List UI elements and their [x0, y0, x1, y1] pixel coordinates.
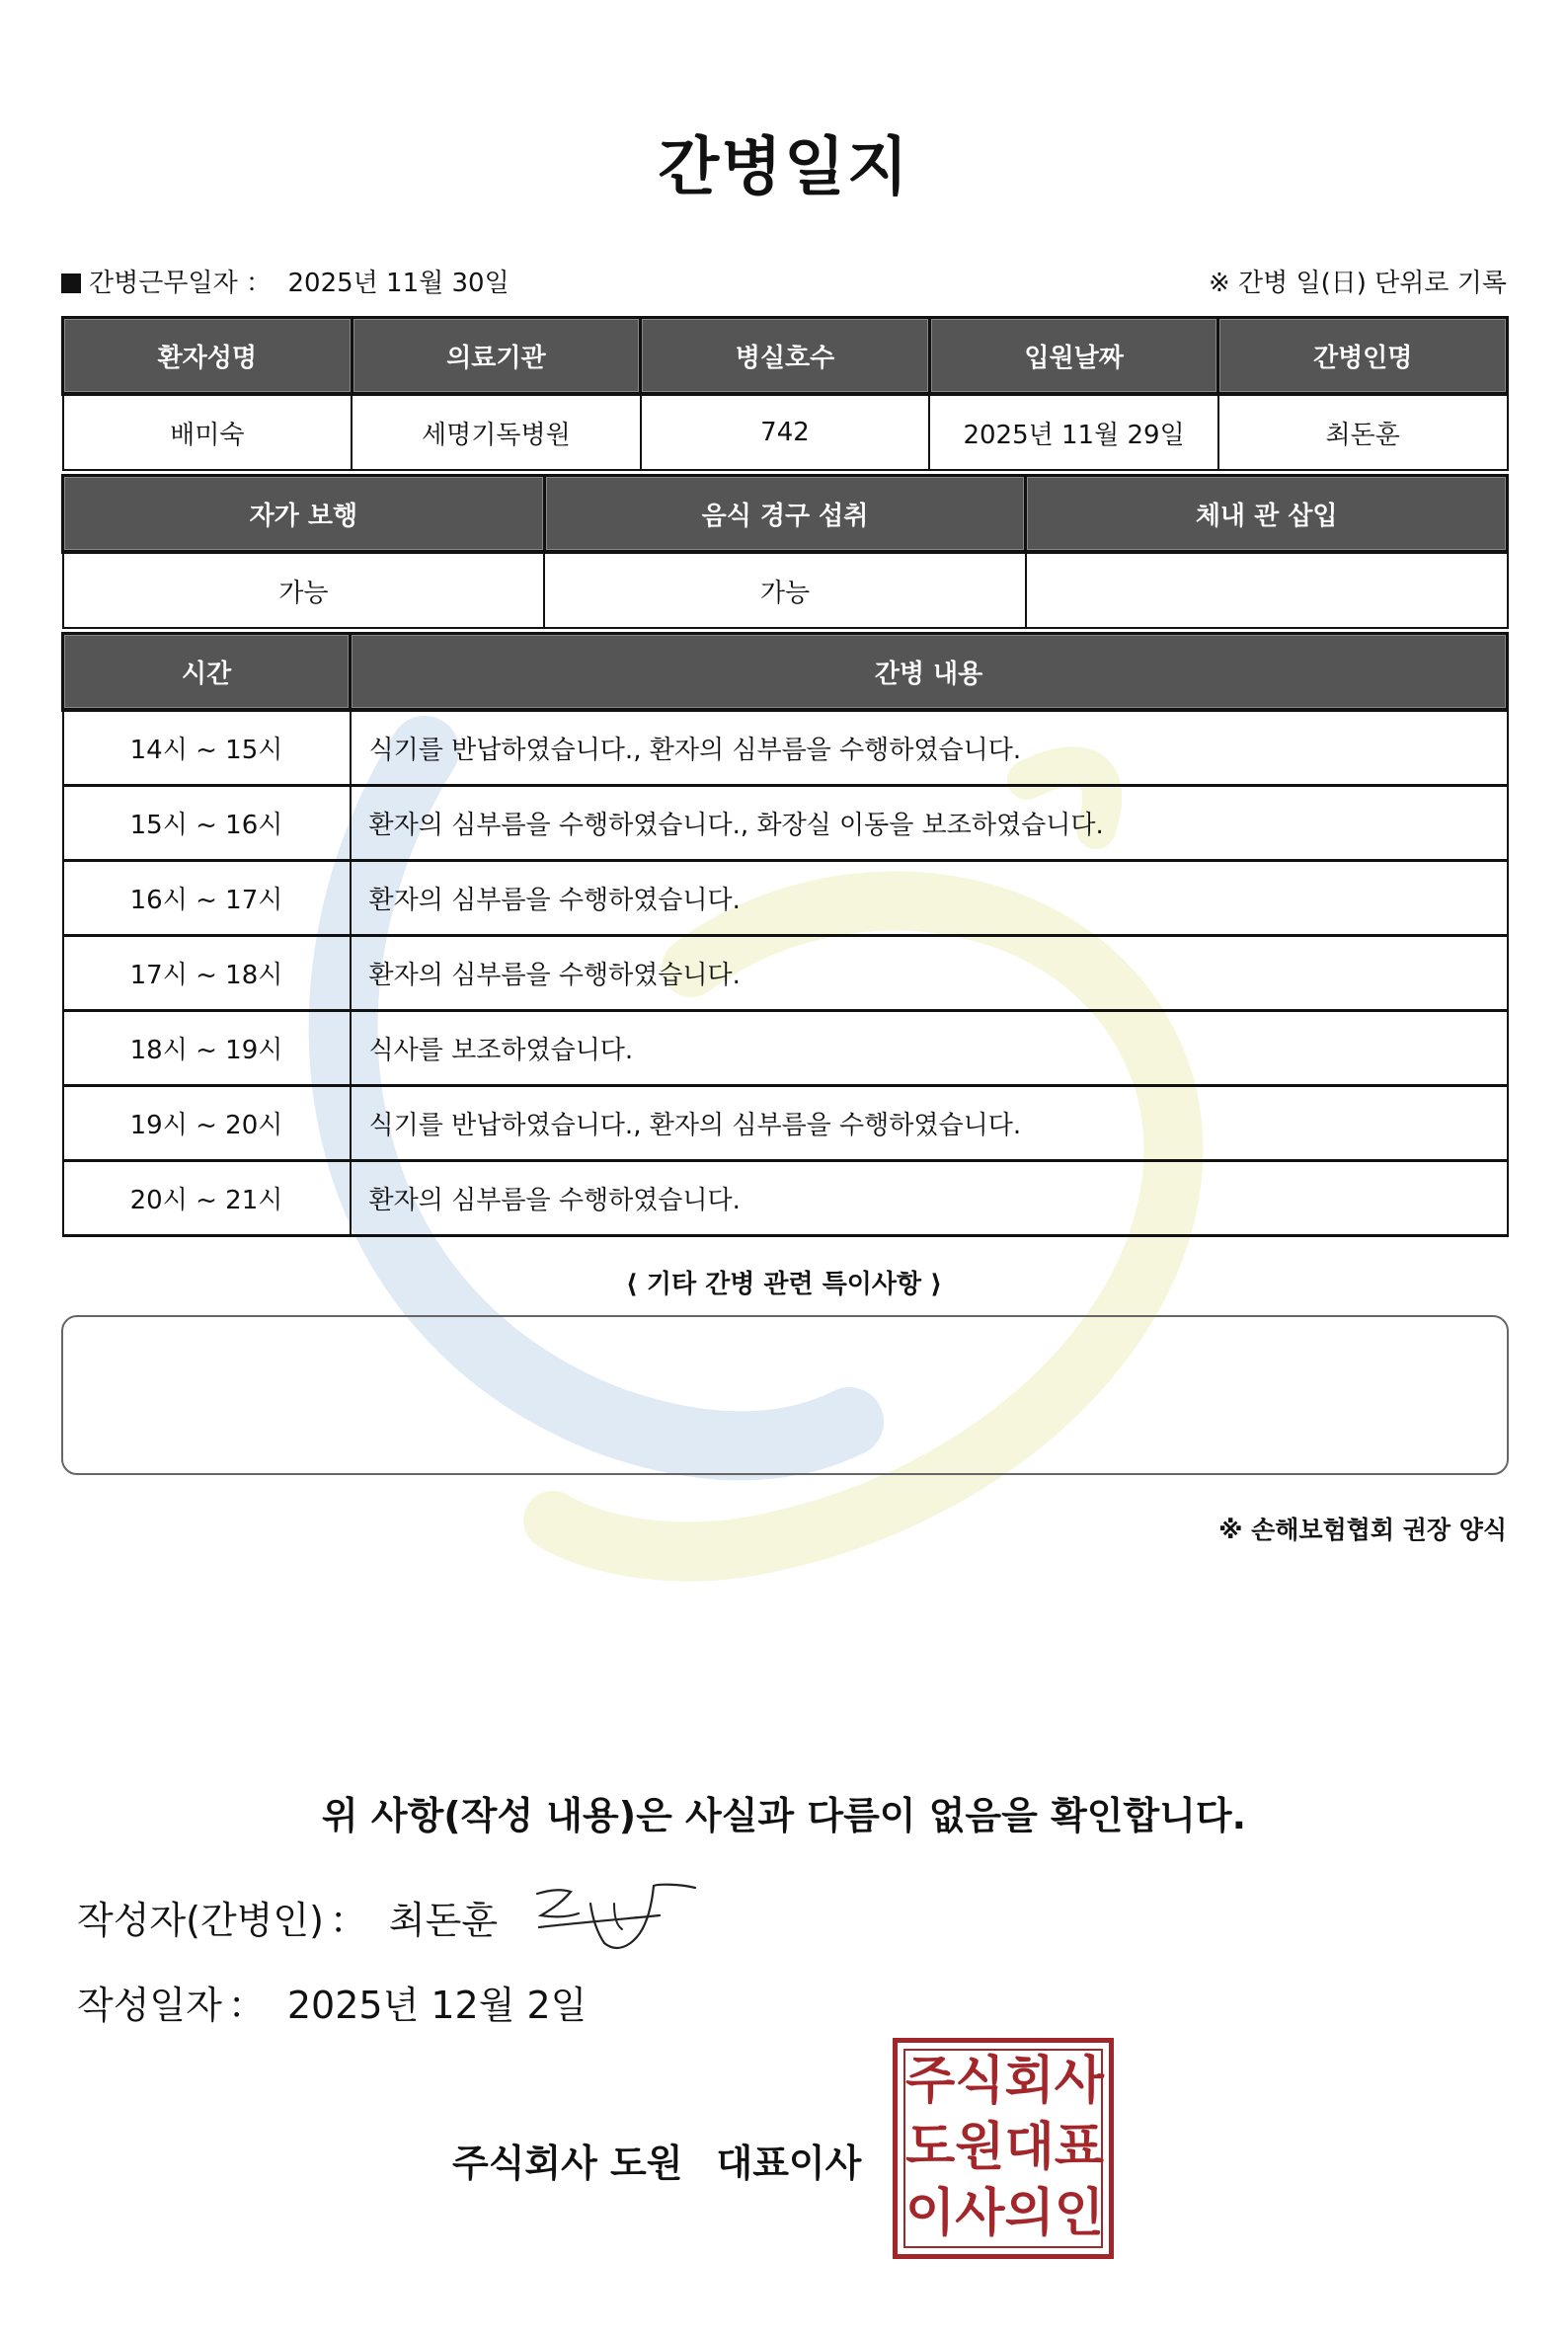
- patient-info-header-row: [63, 318, 1508, 395]
- time-cell: 20시 ~ 21시: [63, 1161, 351, 1236]
- content-cell: 식기를 반납하였습니다., 환자의 심부름을 수행하였습니다.: [351, 710, 1508, 786]
- header-caregiver-name: 간병인명: [1218, 318, 1508, 395]
- written-date-label: 작성일자: [77, 1984, 222, 2027]
- seal-characters: [905, 2049, 1104, 2246]
- written-date-colon: ：: [227, 1984, 266, 2027]
- table-row: [63, 1086, 1508, 1161]
- handwritten-signature: [531, 1874, 699, 1963]
- content-cell: 환자의 심부름을 수행하였습니다.: [351, 936, 1508, 1011]
- patient-info-value-row: [63, 394, 1508, 470]
- writer-name: 최돈훈: [388, 1899, 499, 1942]
- company-role: 대표이사: [716, 2142, 862, 2185]
- header-admission-date: 입원날짜: [929, 318, 1218, 395]
- confirmation-statement: 위 사항(작성 내용)은 사실과 다름이 없음을 확인합니다.: [321, 1794, 1247, 1837]
- content-cell: 환자의 심부름을 수행하였습니다.: [351, 1161, 1508, 1236]
- written-date-line: [77, 1975, 587, 2029]
- document-title: 간병일지: [658, 131, 910, 204]
- patient-status-table: [61, 474, 1509, 629]
- seal-char: 식: [955, 2052, 1005, 2112]
- patient-info-table: [61, 316, 1509, 471]
- writer-colon: ：: [329, 1899, 367, 1942]
- company-seal-stamp: [893, 2038, 1114, 2259]
- time-cell: 19시 ~ 20시: [63, 1086, 351, 1161]
- company-name: 주식회사 도원: [452, 2142, 683, 2185]
- self-walking-value: 가능: [63, 552, 545, 628]
- content-cell: 환자의 심부름을 수행하였습니다.: [351, 861, 1508, 936]
- tube-insertion-value: [1026, 552, 1508, 628]
- work-date-value: 2025년 11월 30일: [287, 269, 510, 298]
- table-row: [63, 786, 1508, 861]
- form-source-note: ※ 손해보험협회 권장 양식: [1218, 1516, 1507, 1544]
- time-cell: 15시 ~ 16시: [63, 786, 351, 861]
- header-time: 시간: [63, 634, 351, 711]
- hospital-value: 세명기독병원: [352, 394, 641, 470]
- time-cell: 18시 ~ 19시: [63, 1011, 351, 1086]
- seal-char: 원: [955, 2117, 1005, 2177]
- patient-name-value: 배미숙: [63, 394, 353, 470]
- room-number-value: 742: [641, 394, 930, 470]
- patient-status-value-row: [63, 552, 1508, 628]
- care-log-table: [61, 632, 1509, 1237]
- seal-char: 대: [1004, 2117, 1055, 2177]
- work-date-label: 간병근무일자 ：: [89, 269, 272, 298]
- table-row: [63, 936, 1508, 1011]
- remarks-title: ⟨ 기타 간병 관련 특이사항 ⟩: [625, 1270, 943, 1299]
- seal-char: 인: [1054, 2183, 1104, 2243]
- time-cell: 17시 ~ 18시: [63, 936, 351, 1011]
- written-date-value: 2025년 12월 2일: [286, 1984, 588, 2027]
- record-unit-note: ※ 간병 일(日) 단위로 기록: [1208, 269, 1507, 298]
- company-line: [452, 2133, 861, 2187]
- care-log-header-row: [63, 634, 1508, 711]
- writer-line: [77, 1890, 498, 1944]
- content-cell: 식기를 반납하였습니다., 환자의 심부름을 수행하였습니다.: [351, 1086, 1508, 1161]
- header-care-content: 간병 내용: [351, 634, 1508, 711]
- admission-date-value: 2025년 11월 29일: [929, 394, 1218, 470]
- seal-char: 도: [905, 2117, 956, 2177]
- seal-char: 이: [905, 2183, 956, 2243]
- table-row: [63, 710, 1508, 786]
- patient-status-header-row: [63, 476, 1508, 553]
- table-row: [63, 1011, 1508, 1086]
- writer-label: 작성자(간병인): [77, 1899, 324, 1942]
- time-cell: 14시 ~ 15시: [63, 710, 351, 786]
- content-cell: 식사를 보조하였습니다.: [351, 1011, 1508, 1086]
- work-date-line: [61, 263, 510, 299]
- time-cell: 16시 ~ 17시: [63, 861, 351, 936]
- seal-char: 사: [1054, 2052, 1104, 2112]
- header-patient-name: 환자성명: [63, 318, 353, 395]
- square-bullet-icon: [61, 273, 81, 293]
- header-self-walking: 자가 보행: [63, 476, 545, 553]
- seal-char: 회: [1004, 2052, 1055, 2112]
- header-hospital: 의료기관: [352, 318, 641, 395]
- seal-char: 의: [1004, 2183, 1055, 2243]
- seal-char: 주: [905, 2052, 956, 2112]
- seal-char: 사: [955, 2183, 1005, 2243]
- header-tube-insertion: 체내 관 삽입: [1026, 476, 1508, 553]
- caregiver-name-value: 최돈훈: [1218, 394, 1508, 470]
- seal-char: 표: [1054, 2117, 1104, 2177]
- table-row: [63, 1161, 1508, 1236]
- content-cell: 환자의 심부름을 수행하였습니다., 화장실 이동을 보조하였습니다.: [351, 786, 1508, 861]
- header-room-number: 병실호수: [641, 318, 930, 395]
- oral-intake-value: 가능: [544, 552, 1026, 628]
- remarks-box: [61, 1315, 1509, 1475]
- header-oral-intake: 음식 경구 섭취: [544, 476, 1026, 553]
- table-row: [63, 861, 1508, 936]
